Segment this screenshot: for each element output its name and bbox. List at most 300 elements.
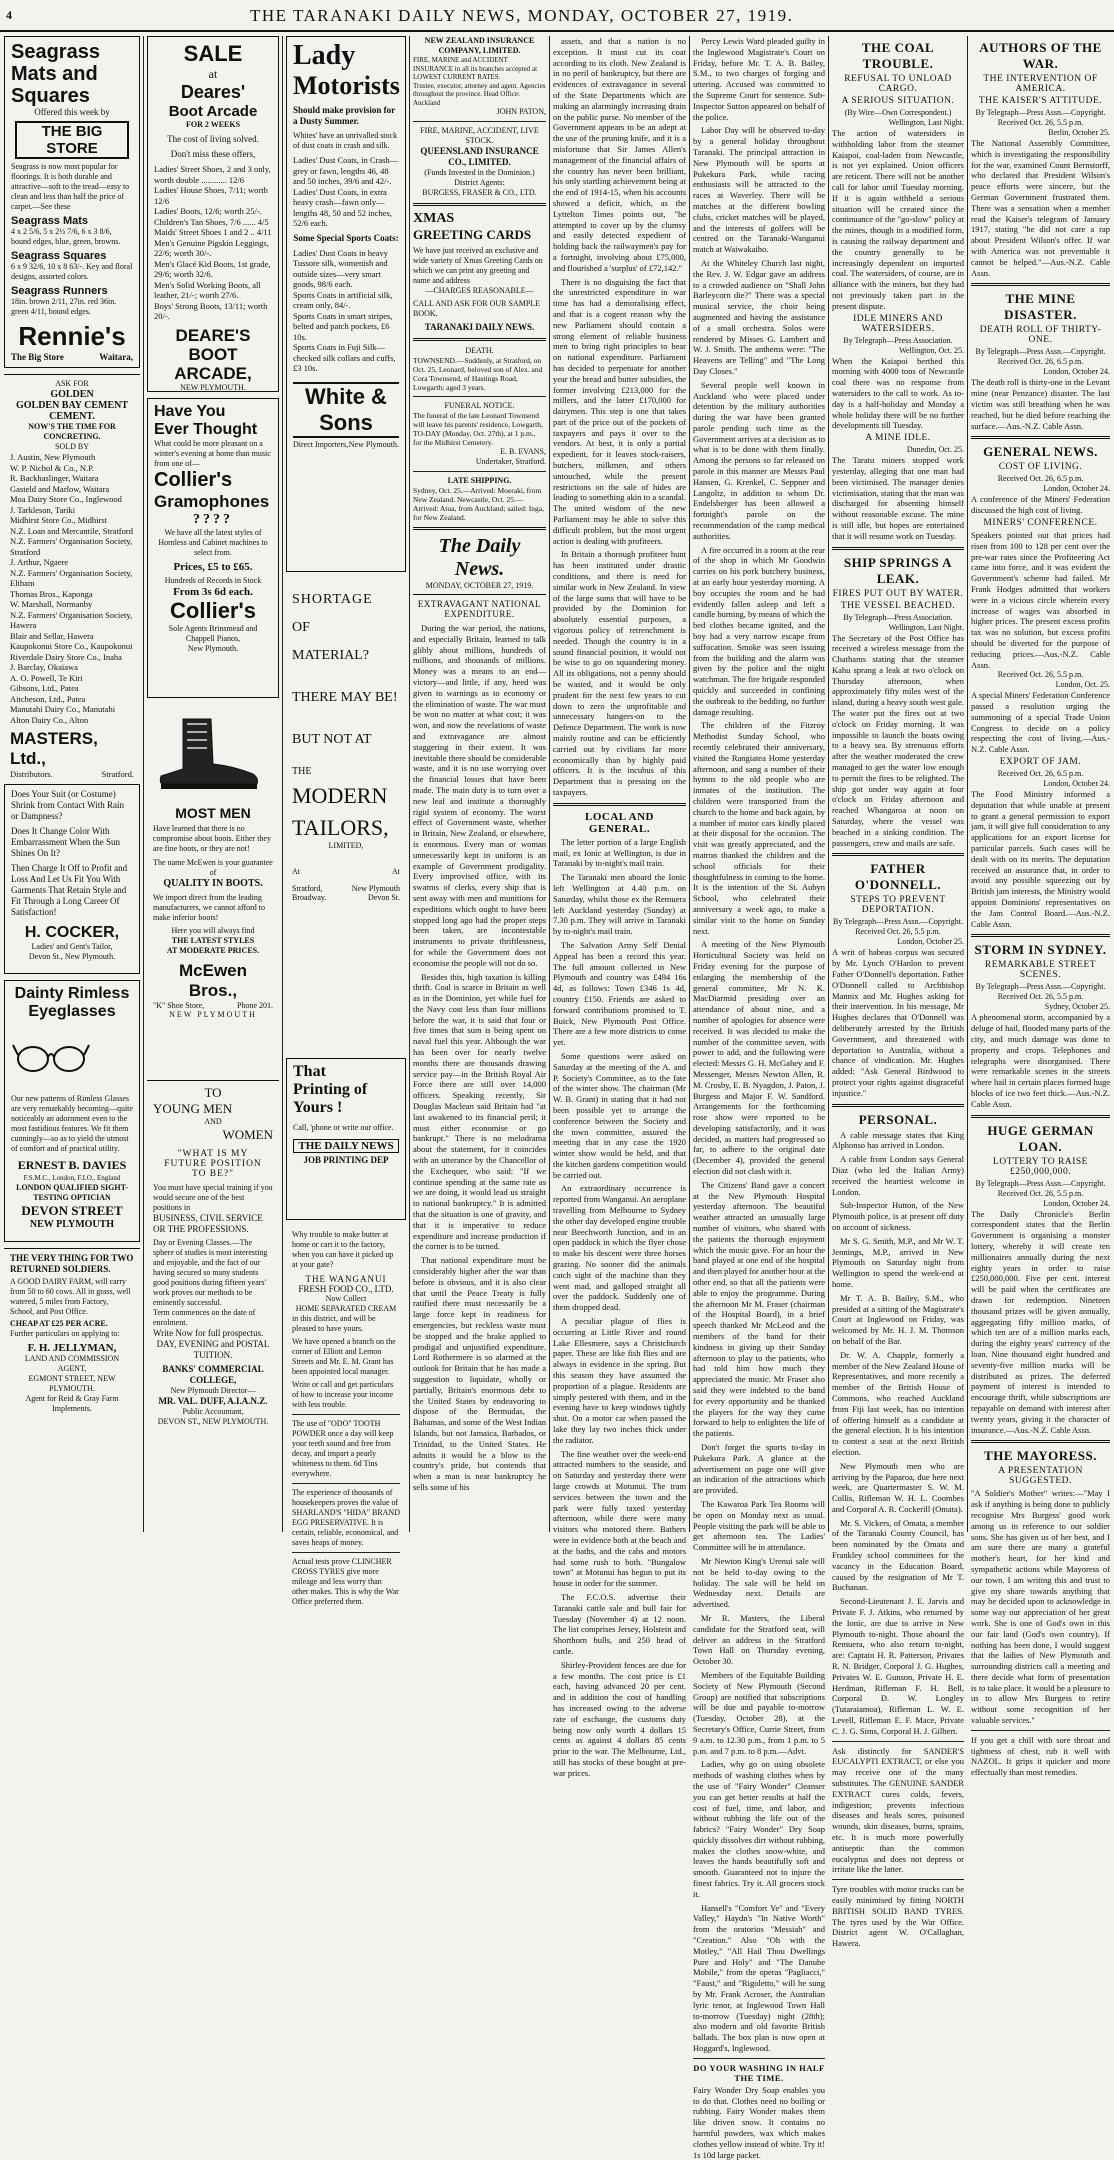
colliers-agents: Sole Agents Brinsmead and Chappell Pianos, [168, 624, 258, 643]
leader-article [413, 623, 546, 1493]
banks-text-2: BUSINESS, CIVIL SERVICE OR THE PROFESSIONS. [153, 1213, 263, 1234]
xmas-heading: XMAS [413, 211, 455, 226]
cement-agent: J. Barclay, Okaiawa [10, 662, 78, 672]
idle-heading: IDLE MINERS AND WATERSIDERS. [853, 313, 943, 334]
general-received-2: Received Oct. 26, 5.5 p.m. [997, 670, 1084, 680]
cement-agent: Gasteld and Marlow, Waitara [10, 483, 110, 494]
nz-insurance-title: NEW ZEALAND INSURANCE COMPANY, LIMITED. [424, 36, 535, 55]
tailors-line-3: MATERIAL? [292, 648, 369, 663]
cement-ad [4, 374, 140, 778]
wanganui-text-5: We have opened a branch on the corner of Elliott and Lemon Streets and Mr. E. M. Grant has been appointed local manager. [292, 1337, 396, 1376]
local-general-continued [693, 36, 825, 2054]
column-3 [286, 36, 406, 1606]
cement-title-1: GOLDEN [50, 389, 94, 400]
tailors-at-1: At [292, 867, 300, 876]
wash-text: Fairy Wonder Dry Soap enables you to do that. Clothes need no boiling or rubbing. Fairy Wonder makes them like driven snow. It contains no harmful powders, wax which makes clothes yellow instead of white. Try it! 1s 10d large packet. [693, 2084, 825, 2160]
local-paragraph: Mr R. Masters, the Liberal candidate for the Stratford seat, will deliver an address in the Stratford Town Hall on Thursday evening, October 30. [693, 1612, 825, 1667]
local-paragraph: An extraordinary occurrence is reported from Wanganui. An aeroplane travelling from Melbourne to Sydney the other day developed engine trouble near Beechworth Junction, and in an open paddock in which the flyer chose to make his descent were three horses grazing. No sooner did the animals catch sight of the machine than they went mad, and galloped straight all over the paddock. Suddenly one of them dropped dead. [553, 1183, 686, 1313]
cement-agent: N.Z. Farmers' Organisation Society, Eltham [10, 567, 133, 588]
storm-text: A phenomenal storm, accompanied by a deluge of hail, flooded many parts of the city, and much damage was done to property and crops. Telephones and telegraphs were disorganised. There were remarkable scenes in the streets where hail in certain places formed huge blocks of ice two feet thick.—Aus.-N.Z. Cable Assn. [971, 1012, 1110, 1109]
banks-quote-1: "WHAT IS MY [177, 1149, 249, 1159]
rennie-heading-3: Squares [11, 85, 90, 107]
local-paragraph: The fine weather over the week-end attracted numbers to the seaside, and on Saturday and yesterday there were large crowds at Motunui. The tram services between the town and the park were fully taxed yesterday afternoon, while there were many visitors who motored there. Bathers were in evidence both at the beach and at the baths, and the cabs and motors had some rush to both. "Bungalow town" at Motunui has begun to put its house in order for the summer. [553, 1448, 686, 1589]
deares-item: Ladies' House Shoes, 7/11; worth 12/6 [154, 185, 268, 206]
tailors-place-2: New Plymouth [351, 884, 400, 893]
white-heading-2: Motorists [293, 71, 400, 100]
masthead [0, 0, 1114, 32]
tailors-line-1: SHORTAGE [292, 592, 373, 607]
column-5 [553, 36, 686, 1778]
white-item: Ladies' Dust Coats, in extra heavy crash—fawn only—lengths 48, 50 and 52 inches, 52/6 each. [293, 186, 392, 228]
deares-item: Boys' Strong Boots, 13/11; worth 20/-. [154, 300, 268, 321]
nz-insurance-agent: JOHN PATON, [496, 107, 546, 116]
odo-ad: The use of "ODO" TOOTH POWDER once a day will keep your teeth sound and free from decay, and impart a pearly whiteness to them. 6d Tins everywhere. [292, 1419, 394, 1478]
white-name: White & Sons [293, 382, 399, 438]
davies-city: NEW PLYMOUTH [29, 1219, 115, 1230]
banks-and: AND [204, 1117, 222, 1126]
cocker-line-3: Then Charge It Off to Profit and Loss And Let Us Fit You With Garments That Retain Style and Fit Through a Long Career Of Satisfaction! [11, 863, 128, 917]
tailors-line-7: MODERN [292, 783, 388, 808]
coal-text: The action of watersiders in withholding labor from the steamer Kaiapoi, coal-laden from Newcastle, is not yet explained. Union officers are reticent. There will not be another call for labor until Tuesday morning. If it is again withheld a serious situation will be created since the continuance of the "go-slow" policy at the mines, though in a modified form, is causing the railway department and the country generally to be increasingly dependent on imported coal. The watersiders, of course, are in alliance with the miners, but they had not previously taken part in the present dispute. [832, 128, 964, 311]
cement-agent: Aitcheson, Ltd., Patea [10, 693, 86, 704]
local-paragraph: Hansell's "Comfort Ye" and "Every Valley," Haydn's "In Native Worth" from the oratorios "Messiah" and "Creation." Also "Oh with the Motley," "All Hail Thou Dwellings Pure and Holy" and "The Danube Mobile," from the operas "Pagliacci," "Faust," and "Rigoletto," will be sung by Mr. Frank Acroser, the Australian lyric tenor, at Inglewood Town Hall to-morrow (Tuesday) night (28th); also modern and old favorite British ballads. The box plan is now open at Hoggard's, Inglewood. [693, 1902, 825, 2054]
cement-agent: Riverdale Dairy Store Co., Inaha [10, 651, 122, 662]
jellyman-further: Further particulars on applying to: [10, 1329, 120, 1338]
local-paragraph: Mr Newton King's Urenui sale will not be held to-day owing to the holiday. The sale will be held on Wednesday next. Details are advertised. [693, 1555, 825, 1610]
loan-dateline: London, October 24. [1043, 1198, 1110, 1208]
personal-paragraph: A cable message states that King Alphonso has arrived in London. [832, 1129, 964, 1151]
printing-heading-2: Printing of [293, 1081, 368, 1098]
ship-sub-1: FIRES PUT OUT BY WATER. [832, 588, 964, 599]
tailors-place-1: Stratford, [292, 884, 323, 893]
coal-sub-1: REFUSAL TO UNLOAD CARGO. [844, 74, 952, 94]
rennie-heading-2: Mats and [11, 63, 98, 85]
odonnell-sub: STEPS TO PREVENT DEPORTATION. [850, 895, 946, 916]
cement-ask: ASK FOR [55, 379, 89, 388]
column-rule [143, 36, 144, 1532]
deares-footer-2: BOOT [188, 344, 238, 364]
deares-city: NEW PLYMOUTH. [180, 382, 246, 392]
mine-disaster-text: The death roll is thirty-one in the Levant mine (near Penzance) disaster. The last victim was still breathing when he was reached, but he died before reaching the surface.—Aus.-N.Z. Cable Assn. [971, 377, 1110, 431]
banks-women: WOMEN [222, 1127, 273, 1142]
column-6 [693, 36, 825, 2160]
deares-cost: The cost of living solved. [167, 134, 259, 144]
deares-item: Men's Solid Working Boots, all leather, 21/-; worth 27/6. [154, 279, 261, 300]
rennie-item-2-text: 6 x 9 32/6, 10 x 8 63/-. Key and floral designs, assorted colors. [11, 262, 133, 281]
personal-paragraph: New Plymouth men who are arriving by the Paparoa, due here next week, are Quartermaster S. W. M. Collis, Rifleman W. H. L. Coombes and Corporal A. R. Cockerill (Omata). [832, 1460, 964, 1514]
personal-paragraph: Second-Lieutenant J. E. Jarvis and Private F. J. Atkins, who returned by the Ionic, are due to arrive in New Plymouth to-night. Those aboard the Remuera, who also return to-night, are: Captain H. R. Patterson, Privates R. N. Bridger, Corporal J. G. Hughes, Privates W. E. Gunson, Private H. E. Herdman, Rifleman F. H. Bell, Corporal D. W. Longley (Tutaraiamoa), Rifleman L. W. E. Levell, Rifleman E. F. Mace, Private C. J. G. Sims, Corporal H. J. Gilbert. [832, 1596, 964, 1736]
cement-agent: W. Marshall, Normanby [10, 599, 93, 609]
banks-college: BANKS' COMMERCIAL COLLEGE, [162, 1364, 264, 1385]
general-dateline-2: London, Oct. 25. [1055, 680, 1110, 690]
rennie-item-2-title: Seagrass Squares [11, 250, 107, 262]
printing-heading-3: Yours ! [293, 1099, 343, 1116]
masters-place: Stratford. [101, 769, 134, 779]
colliers-text-1: What could be more pleasant on a winter's evening at home than music from one of— [154, 439, 271, 468]
jam-heading: EXPORT OF JAM. [999, 757, 1082, 768]
rennie-intro: Seagrass is now most popular for floorings. It is both durable and attractive—soft to the tread—easy to clean and less than half the price of carpet.—See these [11, 162, 130, 211]
colliers-heading-2: Ever Thought [154, 421, 258, 438]
white-special-item: Sports Coats in Fuji Silk—checked silk collars and cuffs, £3 10s. [293, 342, 396, 373]
deares-name: Deares' [180, 82, 246, 102]
printing-ad [286, 1058, 406, 1220]
cement-agent: J. Arthur, Ngaere [10, 557, 69, 567]
mcewen-text-5: THE LATEST STYLES [171, 936, 255, 945]
cement-agent: N.Z. Farmers' Organisation Society, Hawera [10, 609, 133, 630]
cocker-line-1: Does Your Suit (or Costume) Shrink from Contact With Rain or Dampness? [11, 789, 124, 821]
rennie-ad [4, 36, 140, 368]
white-ad [286, 36, 406, 572]
rennie-item-3-text: 18in. brown 2/11, 27in. red 36in. green 4/11, bound edges. [11, 297, 117, 316]
tailors-limited: LIMITED, [328, 841, 364, 850]
authors-byline: By Telegraph—Press Assn.—Copyright. [975, 108, 1106, 117]
column-rule [549, 36, 550, 1532]
storm-byline: By Telegraph—Press Assn.—Copyright. [975, 982, 1106, 992]
general-dateline: London, October 24. [1043, 484, 1110, 494]
colliers-ad [147, 398, 279, 698]
banks-quote-3: TO BE?" [191, 1169, 235, 1179]
local-paragraph: A meeting of the New Plymouth Horticultural Society was held on Friday evening for the purpose of enlarging the membership of the general committee, Mr N. K. MacDiarmid presiding over an attendance of about nine, and a number of apologies for absence were received. It was decided to make the number of the committee seven, with power to add, and the following were elected: Messrs G. H. McGahey and F. Messenger, Messrs Newton Allen, R. M. Crosby, E. B. Nyagdon, J. Paton, J. Burgess and Major F. W. Sandford. Arrangements for the forthcoming rose show were reported to be developing satisfactorily, and it was decided, as matters had progressed so far, to adhere to the original date (December 4), provided the general election did not clash with it. [693, 939, 825, 1177]
deares-item-list [154, 164, 272, 322]
column-rule [282, 36, 283, 1532]
tailors-street-2: Devon St. [368, 893, 400, 902]
queensland-agents-label: District Agents: [454, 178, 505, 187]
masthead-title: THE TARANAKI DAILY NEWS, MONDAY, OCTOBER 27, 1919. [250, 6, 794, 25]
cocker-name: H. COCKER, [24, 924, 120, 941]
cocker-ad [4, 784, 140, 974]
local-paragraph: Several people well known in Auckland who were placed under detention by the military authorities during the war have been granted parole pending such time as the Government arrives at a decision as to what is to be done with them finally. Among the persons so far released on parole in this manner are Messrs Paul Hansen, G. Krenkel, C. Seppner and Langoltz, in addition to whom Dr. Endelsberger has been allowed a fortnight's parole on the recommendation of the camp medical authorities. [693, 379, 825, 541]
cement-agent-list [10, 452, 134, 725]
nazol-ad: If you get a chill with sore throat and tightness of chest, rub it well with NAZOL. It grips it quicker and more effectually than most remedies. [971, 1734, 1110, 1778]
banks-text-4: Term commences on the date of enrolment. [153, 1308, 256, 1327]
boot-illustration [153, 714, 263, 794]
tailors-line-4: THERE MAY BE! [292, 690, 398, 705]
personal-paragraph: A cable from London says General Diaz (who led the Italian Army) received the heartiest welcome in London. [832, 1154, 964, 1197]
printing-text: Call, 'phone or write our office. [293, 1123, 394, 1132]
jellyman-name: F. H. JELLYMAN, [27, 1342, 117, 1354]
local-paragraph: The F.C.O.S. advertise their Taranaki cattle sale and bull fair for Tuesday (November 4) at 12 noon. The list comprises Jersey, Holstein and Shorthorn bulls, and 250 head of cattle. [553, 1591, 686, 1656]
mayoress-sub: A PRESENTATION SUGGESTED. [998, 1466, 1083, 1487]
colliers-text-2: We have all the latest styles of Hornless and Cabinet machines to select from. [158, 528, 268, 557]
ship-text: The Secretary of the Post Office has received a wireless message from the Chathams stating that the steamer Kahu sprang a leak at two o'clock on Thursday afternoon, when approximately fifty miles west of the island, during a heavy south west gale. The water put the fires out at two o'clock on Friday morning. It was impossible to launch the boats owing to a heavy sea. By strenuous efforts after the weather moderated the crew managed to get the water low enough to permit the fires to be relighted. The ship got under way again at four o'clock on Friday afternoon and reached Whangaroa at noon on Saturday, where the vessel was beached in a sinking condition. The passengers, crew and mails are safe. [832, 632, 964, 848]
odonnell-received: Received Oct. 26, 5.5 p.m. [855, 927, 941, 937]
local-paragraph: Some questions were asked on Saturday at the meeting of the A. and P. Society's Committee, as to the fate of the winter show. The chairman (Mr W. B. Grant) in stating that it had not been possible yet to arrange the conference between the Society and the town committee, assured the meeting that in any case the 1920 winter show would be held, and that the kitchen gardens competition would be carried out. [553, 1050, 686, 1180]
mine-idle-text: The Taratu miners stopped work yesterday, alleging that one man had been victimised. The manager denies victimisation, stating that the man was discharged for absenting himself without reasonable excuse. The mine is still idle, but hopes are entertained that it will resume work on Tuesday. [832, 455, 964, 541]
local-paragraph: At the Whiteley Church last night, the Rev. J. W. Edgar gave an address to a crowded audience on "Shall John Barleycorn die?" There was a special musical service, the choir being augmented and having the assistance of a small orchestra. Solos were rendered by Misses G. Lambert and W. J. Smith. The anthems were: "The Heavens are Telling" and "The Long Day Closes." [693, 257, 825, 376]
leader-paragraph: That national expenditure must be considerably higher after the war than before is obvious, and it is also clear that until the Peace Treaty is fully ratified there must necessarily be a large force kept in readiness for emergencies, but reckless waste must be stopped and the brake applied to prodigal and unjustified expenditure. Lord Rothermere is so alarmed at the outlook for Britain that he has made a suggestion to liquidate, wholly or partially, Britain's enormous debt to the United States by endeavoring to dispose of the Bermudas, the Bahamas, and some of the West Indian Islands, but not Jamaica, Barbados, or Trinidad, to the United States. He admits it would be a blow to the country's pride, but contends that when a man is near bankruptcy he sells some of his [413, 1255, 546, 1492]
cement-sold: SOLD BY [54, 442, 89, 451]
deares-boot-arcade: Boot Arcade [168, 103, 258, 120]
mcewen-city: NEW PLYMOUTH [169, 1010, 257, 1019]
odonnell-heading: FATHER O'DONNELL. [854, 861, 942, 893]
white-city: New Plymouth. [348, 439, 399, 449]
funeral-signature-2: Undertaker, Stratford. [475, 457, 546, 466]
masters-name: MASTERS, Ltd., [10, 729, 98, 768]
wanganui-text-3: HOME SEPARATED CREAM [295, 1304, 397, 1313]
queensland-lines: FIRE, MARINE, ACCIDENT, LIVE STOCK. [420, 126, 539, 145]
rennie-offered: Offered this week by [34, 107, 110, 117]
mayoress-heading: THE MAYORESS. [984, 1448, 1097, 1464]
personal-heading: PERSONAL. [858, 1111, 938, 1127]
cement-agent: Manutahi Dairy Co., Manutahi [10, 704, 116, 714]
white-special-item: Sports Coats in smart stripes, belted and patch pockets, £6 10s. [293, 310, 393, 342]
deares-weeks: FOR 2 WEEKS [185, 120, 241, 129]
idle-dateline: Wellington, Oct. 25. [899, 345, 964, 355]
leader-paragraph: assets, and that a nation is no exception. It must cut its coat according to its cloth. New Zealand is in no peril of bankruptcy, but there are evidences of extravagance in several of the State Departments which are making an alarmingly increasing drain on the public purse. No member of the Government appears to be an adept at the use of the pruning knife, and it is a misfortune that Sir James Allen's management of the financial affairs of the country has never been brilliant, his only startling achievement being at the end of 1914-15, when his accounts showed a deficit, which, as the Lyttelton Times points out, "he attempted to cover up by the clumsy and easily detected expedient of holding back the railwaymen's pay for a fortnight, involving about £75,000, and flourished a 'surplus' of £72,142." [553, 36, 686, 273]
storm-sub: REMARKABLE STREET SCENES. [984, 960, 1097, 981]
authors-heading: AUTHORS OF THE WAR. [979, 40, 1102, 71]
rennie-footer-store: The Big Store [11, 352, 64, 362]
xmas-charges: —CHARGES REASONABLE— [425, 286, 534, 295]
local-paragraph: The Citizens' Band gave a concert at the New Plymouth Hospital yesterday afternoon. The beautiful weather attracted an unusually large number of visitors, who shared with the patients the thorough enjoyment which the music gave. For an hour the band played at one end of the hospital and then played for another hour at the other end, so that all the patients were able to enjoy the programme. During the afternoon Mr M. Fraser (chairman of the Hospital Board), in a brief speech thanked Mr McLeod and the members of the band for their kindness in giving up their Sunday afternoon to play to the patients, who had told him how much they appreciated the music. Mr Fraser also said they were indebted to the band for every opportunity and he thanked the players for the way they came forward to help to enlighten the life of the patients. [693, 1179, 825, 1439]
mine-idle-dateline: Dunedin, Oct. 25. [906, 445, 964, 455]
loan-received: Received Oct. 26, 5.5 p.m. [997, 1188, 1084, 1198]
sander-ad: Ask distinctly for SANDER'S EUCALYPTI EXTRACT, or else you may receive one of the many substitutes. The GENUINE SANDER EXTRACT cures colds, fevers, indigestion; prevents infectious diseases and heals sores, poisoned wounds, skin diseases, burns, sprains, etc. It is much more powerfully antiseptic than the common eucalyptus and does not depress or irritate like the latter. [832, 1745, 964, 1875]
loan-text: The Daily Chronicle's Berlin correspondent states that the Berlin Government is organising a monster lottery, whereby it will create ten millionaires annually during the next eighty years in order to raise £250,000,000. Five per cent. interest will be paid when the certificates are drawn for redemption. Nineteen thousand prizes will be given annually, aggregating fifty million marks, of which ten are of a million marks each, during the eighty years' currency of the loan. Nine thousand eight hundred and seventy-five million marks will be distributed as prizes. The deferred payment of interest is intended to encourage thrift, while subscriptions are repayable on demand with interest after twenty years, giving it the character of insurance.—Aus.-N.Z. Cable Assn. [971, 1208, 1110, 1435]
loan-byline: By Telegraph—Press Assn.—Copyright. [975, 1178, 1106, 1188]
cement-agent: Midhirst Store Co., Midhirst [10, 515, 108, 525]
nz-insurance-text-2: Trustee, executor, attorney and agent. Agencies throughout the province. Head Office: Auckland [413, 81, 546, 107]
xmas-cards-ad [413, 211, 546, 333]
cement-agent: N.Z. Loan and Mercantile, Stratford [10, 525, 133, 536]
xmas-paper: TARANAKI DAILY NEWS. [424, 322, 535, 332]
death-notice: TOWNSEND.—Suddenly, at Stratford, on Oct. 25, Leonard, beloved son of Alex. and Cora Townsend, of Hastings Road, Lowgarth; aged 3 years. [413, 356, 543, 392]
cement-agent: Thomas Bros., Kaponga [10, 588, 93, 599]
mine-disaster-heading: THE MINE DISASTER. [1004, 291, 1077, 323]
deares-ad [147, 36, 279, 392]
mcewen-text-4: Here you will always find [171, 926, 255, 935]
rennie-item-1-text: 4 x 2 5/6, 5 x 2½ 7/6, 6 x 3 8/6, bound edges, blue, green, browns. [11, 227, 121, 246]
local-paragraph: Shirley-Provident fences are due for a few months. The cost price is £1 each, having advanced 20 per cent. and in addition the cost of handling has increased owing to the adverse rate of exchange, the customs duty being now only worth 4 dollars 15 cents as against 4 dollars 85 cents prior to the war. The Melbourne, Ltd., still has stocks of these bought at pre-war prices. [553, 1659, 686, 1778]
idle-text: When the Kaiapoi berthed this morning with 4000 tons of Newcastle coal there was no response from watersiders to the call to work. As to-day is a half-holiday and Monday a whole holiday there will be no further developments till Tuesday. [832, 355, 964, 431]
local-paragraph: The Salvation Army Self Denial Appeal has been a record this year. The full amount collected in New Plymouth and country was £494 16s 4d, as follows: Town £346 1s 4d, country £150. Friends are asked to forward contributions promised to T. Buick, New Plymouth Post Office. There are a few more districts to come yet. [553, 939, 686, 1048]
wash-heading: DO YOUR WASHING IN HALF THE TIME. [693, 2062, 825, 2083]
nz-insurance-text: FIRE, MARINE and ACCIDENT INSURANCE in all its branches accepted at LOWEST CURRENT RATES. [413, 56, 538, 81]
column-4 [413, 36, 546, 1532]
cement-now: NOW'S THE TIME FOR CONCRETING. [28, 422, 116, 441]
personal-paragraph: Mr T. A. B. Bailey, S.M., who presided at a sitting of the Magistrate's Court at Inglewood on Friday, was welcomed by Mr. H. J. M. Thomson on behalf of the Bar. [832, 1292, 964, 1346]
deares-at: at [208, 67, 218, 81]
authors-dateline: Berlin, October 25. [1048, 128, 1110, 137]
mcewen-name: McEwen Bros., [178, 961, 248, 1000]
mayoress-text: "A Soldier's Mother" writes:—"May I ask if anything is being done to publicly recognise Mrs Burgess' good work among us in reference to our soldier sons. She has given us of her best, and I am sure there are many a grateful mother's heart, for her kind and sympathetic actions while Mayoress of our town. I am writing this and trust to give my share towards anything that may be decided upon to acknowledge in some way our appreciation of her great work. She is one of God's own in this our fair land (God's own country). If nothing has been done, I would suggest that the ladies of New Plymouth and surrounding districts call a meeting and there decide what form of presentation is to take place. It would be a pleasure to us to allow Mrs Burgess to retire without some recognition of her valuable services." [971, 1488, 1110, 1726]
wanganui-ad [286, 1226, 406, 1606]
cement-agent: N.Z. Farmers' Organisation Society, Stratford [10, 536, 133, 557]
general-text-1: A conference of the Miners' Federation discussed the high cost of living. [971, 494, 1110, 516]
banks-to: TO [204, 1085, 222, 1100]
tailors-line-6: THE [292, 766, 312, 777]
queensland-name: QUEENSLAND INSURANCE CO., LIMITED. [420, 146, 539, 167]
cement-agent: A. O. Powell, Te Kiri [10, 672, 83, 683]
jellyman-price: CHEAP AT £25 PER ACRE. [10, 1319, 108, 1328]
idle-byline: By Telegraph—Press Association. [843, 335, 953, 345]
cement-agent: Gibsons, Ltd., Patea [10, 683, 79, 693]
mine-disaster-received: Received Oct. 26, 6.5 p.m. [997, 357, 1084, 367]
printing-dept: JOB PRINTING DEP [303, 1155, 389, 1165]
cement-title-2: GOLDEN BAY CEMENT [15, 400, 129, 411]
coal-heading: THE COAL TROUBLE. [861, 40, 935, 71]
column-rule [967, 36, 968, 1532]
printing-paper: THE DAILY NEWS [293, 1139, 399, 1153]
local-general-article [553, 837, 686, 1779]
jellyman-heading: THE VERY THING FOR TWO RETURNED SOLDIERS. [10, 1253, 134, 1274]
coal-sub-2: A SERIOUS SITUATION. [841, 96, 955, 106]
deares-item: Men's Genuine Pigskin Leggings, 22/6; worth 30/-. [154, 237, 269, 258]
paper-title: The Daily News. [438, 535, 521, 580]
queensland-funds: (Funds Invested in the Dominion.) [424, 168, 535, 177]
banks-text-1: You must have special training if you would secure one of the best positions in [153, 1183, 273, 1212]
mcewen-heading: MOST MEN [175, 805, 251, 821]
loan-heading: HUGE GERMAN LOAN. [987, 1122, 1094, 1154]
ship-byline: By Telegraph—Press Association. [843, 612, 953, 622]
eyeglasses-illustration [11, 1025, 91, 1085]
mcewen-quality: QUALITY IN BOOTS. [163, 878, 263, 889]
personal-paragraph: Sub-Inspector Hutton, of the New Plymouth police, is at present off duty on account of sickness. [832, 1200, 964, 1232]
davies-qual-1: F.S.M.C., London, F.I.O., England [23, 1174, 121, 1182]
white-text-1: Should make provision for a Dusty Summer. [293, 105, 395, 126]
tailors-street-1: Broadway. [292, 893, 327, 902]
banks-director-label: New Plymouth Director— [170, 1386, 256, 1395]
local-paragraph: A fire occurred in a room at the rear of the shop in which Mr Goodwin carries on his pork butchery business, at an early hour yesterday morning. A boy occupies the room and he had evidently fallen asleep and left a candle burning, by means of which the bed clothes became ignited, and the boy had a very narrow escape from suffocation. Smoke was seen issuing from the building and the alarm was given by the police and the night watchman. The fire brigade responded quickly and succeeded in confining the outbreak to the bedding, no further damage resulting. [693, 544, 825, 717]
banks-director: MR. VAL. DUFF, A.I.A.N.Z. [158, 1396, 268, 1406]
funeral-signature: E. B. EVANS, [500, 447, 546, 456]
cost-of-living-heading: COST OF LIVING. [998, 462, 1083, 473]
mine-disaster-dateline: London, October 24. [1043, 367, 1110, 377]
cement-title-3: CEMENT. [49, 411, 95, 422]
cement-agent: J. Austin, New Plymouth [10, 452, 96, 462]
mine-disaster-byline: By Telegraph—Press Assn.—Copyright. [975, 347, 1106, 357]
shipping-text: Sydney, Oct. 25.—Arrived: Moeraki, from New Zealand. Newcastle, Oct. 25.—Arrived: Atua, from Auckland; sailed: Inga, for New Zealand. [413, 486, 545, 522]
storm-heading: STORM IN SYDNEY. [974, 942, 1107, 958]
tailors-line-2: OF [292, 620, 310, 635]
general-received: Received Oct. 26, 6.5 p.m. [997, 474, 1084, 484]
leader-paragraph: There is no disguising the fact that the unrestricted expenditure in war time has had a demoralising effect, and that is a cogent reason why the new Parliament should contain a strong element of reliable business men to bring right principles to bear on national expenditure. Parliament has decided to perpetuate for another year the bread and butter subsidies, the former involving £213,000 for the millers, and the latter £170,000 for dairymen. This step is one that takes part of the price out of the pockets of taxpayers and pays it over to the vendors. At best, it is only a partial expedient, for it leaves stock-raisers, butchers, milkmen, and others untouched, while the present restrictions on the sale of hides are leading to something akin to a scandal. The united wisdom of the new Parliament may be able to solve this difficult problem, but the most urgent action is dealing with profiteers. [553, 276, 686, 546]
deares-item: Children's Tan Shoes, 7/6 ...... 4/5 [154, 216, 269, 227]
authors-sub-2: THE KAISER'S ATTITUDE. [978, 96, 1103, 106]
colliers-heading-1: Have You [154, 403, 226, 420]
local-general-heading: LOCAL AND GENERAL. [585, 810, 654, 835]
mcewen-text-6: AT MODERATE PRICES. [166, 946, 260, 955]
colliers-city: New Plymouth. [187, 644, 239, 653]
storm-dateline: Sydney, October 25. [1044, 1002, 1110, 1012]
davies-ad [4, 980, 140, 1242]
jellyman-line-1: LAND AND COMMISSION AGENT, [24, 1354, 120, 1373]
sharland-ad: The experience of thousands of housekeepers proves the value of SHARLAND'S "HIDA" BRAND EGG PRESERVATIVE. It is certain, reliable, economical, and saves heaps of money. [292, 1488, 400, 1547]
paper-date: MONDAY, OCTOBER 27, 1919. [413, 581, 546, 595]
local-paragraph: The Kawaroa Park Tea Rooms will be open on Monday next as usual. People visiting the park will be able to get afternoon tea. The Ladies' Committee will be in attendance. [693, 1498, 825, 1553]
jellyman-ad [4, 1248, 140, 1418]
leader-article-continued [553, 36, 686, 798]
white-special-item: Ladies' Dust Coats in heavy Tussore silk, womenish and outside sizes—very smart goods, 98/6 each. [293, 247, 389, 289]
local-paragraph: Members of the Equitable Building Society of New Plymouth (Second Group) are notified that subscriptions will be due and payable to-morrow (Tuesday, October 28), at the Secretary's Office, Currie Street, from 9 a.m. to 12.30 p.m., from 1 p.m. to 5 p.m. and 7 p.m. to 8 p.m.—Advt. [693, 1669, 825, 1756]
general-text-3: A special Miners' Federation Conference passed a resolution urging the summoning of a special Trade Union Congress to decide on a policy respecting the cost of living.—Aus.-N.Z. Cable Assn. [971, 690, 1110, 755]
local-paragraph: The children of the Fitzroy Methodist Sunday School, who recently celebrated their anniversary, visited the Rangiatea Home yesterday afternoon, and sang a number of their hymns to the old people who are inmates of the institution. The children were transported from the church to the home and back again, by a number of motor cars kindly placed at their disposal for the occasion. The visit was greatly appreciated, and the matron thanked the children and the school officials for their thoughtfulness in coming to the home. It is the intention of the St. Aubyn School, who celebrated their anniversary a week ago, to make a similar visit to the home on Sunday next. [693, 720, 825, 936]
jam-text: The Food Ministry informed a deputation that while unable at present to grant a general permission to export jam, it will give full consideration to any applications for an export license for particular parcels. Such cases will be dealt with on its merits. The deputation received an assurance that, in order to avoid any possible squeezing out by British jam interests, the Ministry would appoint Dominions' representatives on the Jam Control Board.—Aus.-N.Z. Cable Assn. [971, 789, 1110, 929]
odonnell-dateline: London, October 25. [897, 937, 964, 947]
cement-agent: Kaupokonui Store Co., Kaupokonui [10, 641, 133, 651]
cement-agent: Blair and Sellar, Hawera [10, 630, 94, 641]
storm-received: Received Oct. 26, 5.5 p.m. [997, 992, 1084, 1002]
white-special: Some Special Sports Coats: [293, 232, 399, 243]
cement-agent: W. P. Nichol & Co., N.P. [10, 462, 94, 473]
wanganui-name-1: THE WANGANUI [305, 1274, 387, 1284]
local-paragraph: Labor Day will be observed to-day by a general holiday throughout Taranaki. The principal attraction in New Plymouth will be sports at Pukekura Park, while racing enthusiasts will be attracted to the races at Waverley. There will be matches at the different bowling clubs, cricket matches will be played, and the interests of golfers will be centred on the Taranaki-Wanganui match at Waiwakaiho. [693, 125, 825, 255]
leader-paragraph: In Britain a thorough profiteer hunt has been instituted under drastic conditions, and there is need for similar work in New Zealand. In view of the large sums that will have to be provided by the Dominion for absolutely essential purposes, a vigorous policy of retrenchment is needed. Though the country is in a sound financial position, it would not be wise to go on squandering money. All its obligations, not a penny should be wasted, and it would be only prudent for the next few years to cut down to zero the unprofitable and unnecessary hangers-on to the Defence Department. The work is now mainly routine and can be efficiently carried out by civilians far more economically than by highly paid officers. It is the incubus of this Department that is pressing on the taxpayers. [553, 549, 686, 797]
column-8 [971, 36, 1110, 1778]
leader-heading: EXTRAVAGANT NATIONAL EXPENDITURE. [417, 599, 542, 619]
xmas-text: We have just received an exclusive and wide variety of Xmas Greeting Cards on which we can print any greeting and name and address [413, 246, 543, 285]
local-paragraph: The letter portion of a large English mail, ex Ionic at Wellington, is due in Taranaki by to-night's mail train. [553, 836, 686, 869]
mine-disaster-sub: DEATH ROLL OF THIRTY-ONE. [979, 325, 1102, 346]
mcewen-address: "K" Shoe Store, [153, 1001, 205, 1010]
mcewen-text-2: The name McEwen is your guarantee of [153, 858, 273, 877]
leader-paragraph: During the war period, the nations, and especially Britain, learned to talk glibly about millions, hundreds of millions, and thousands of millions. Money was a means to an end—victory—and little, if any, heed was given to warnings as to economy or the elimination of waste. The war must be won no matter at what cost; it was won, and now the revelations of waste and extravagance are almost staggering in their extent. It was inevitable there should be considerable waste, and it is no use worrying over the financial losses that have been made. The main duty is to turn over a new leaf and institute a thoroughly rigid system of economy. The worst effect of Government waste, whether in Britain, New Zealand, or elsewhere, is enormous. Every man or woman unnecessarily kept in uniform is an example of Government prodigality. Every improvised office, with its swarms of clerks, every ship that is sent away with men and munitions for expeditions which ought to have been stopped long ago had the proper steps been taken, are incontestable instruments to private thriftlessness, for while the Government does not economise the people will not do so. [413, 623, 546, 968]
jellyman-text: A GOOD DAIRY FARM, will carry from 50 to 60 cows. All in grass, well watered, 5 miles from Factory, School, and Post Office. [10, 1277, 131, 1316]
wanganui-text-2: Now Collect [325, 1294, 367, 1303]
deares-item: Ladies' Street Shoes, 2 and 3 only, worth double ............ 12/6 [154, 164, 271, 185]
column-rule [689, 36, 690, 1532]
wanganui-name-2: FRESH FOOD CO., LTD. [298, 1284, 394, 1294]
funeral-heading: FUNERAL NOTICE. [444, 401, 515, 410]
davies-name: ERNEST B. DAVIES [17, 1158, 127, 1172]
colliers-name-1: Collier's [154, 469, 233, 491]
column-7 [832, 36, 964, 1949]
funeral-notice: The funeral of the late Leonard Townsend will leave his parents' residence, Lowgarth, TO-DAY (Monday, Oct. 27th), at 1 p.m., for the Midhirst Cemetery. [413, 411, 543, 447]
wanganui-text-4: in this district, and will be pleased to have yours. [292, 1314, 376, 1333]
loan-sub: LOTTERY TO RAISE £250,000,000. [993, 1156, 1088, 1177]
davies-qual-2: LONDON QUALIFIED SIGHT-TESTING OPTICIAN [16, 1183, 128, 1202]
authors-received: Received Oct. 26, 5.5 p.m. [997, 118, 1084, 127]
davies-street: DEVON STREET [21, 1203, 123, 1218]
jam-received: Received Oct. 26, 6.5 p.m. [997, 769, 1084, 779]
colliers-gramophones: Gramophones [154, 492, 270, 511]
rennie-heading-1: Seagrass [11, 41, 100, 63]
cocker-sub: Ladies' and Gent's Tailor, [31, 942, 113, 951]
personal-paragraph: Dr. W. A. Chapple, formerly a member of the New Zealand House of Representatives, and more recently a member of the British House of Commons, who reached Auckland from Fiji last week, has no intention of offering himself as a candidate at the general election. It is his intention to contest a seat at the next British election. [832, 1349, 964, 1457]
white-text-2: Whites' have an unrivalled stock of dust coats in crash and silk. [293, 131, 398, 150]
wanganui-text-1: Why trouble to make butter at home or cart it to the factory, when you can have it picked up at your gate? [292, 1230, 394, 1269]
davies-text: Our new patterns of Rimless Glasses are very remarkably becoming—quite noticeably an adornment even to the most fastidious features. We fit them cunningly—so as to yield the utmost of comfort and of practical utility. [11, 1094, 133, 1153]
deares-miss: Don't miss these offers, [170, 149, 256, 159]
column-rule [828, 36, 829, 1532]
cement-agent: Moa Dairy Store Co., Inglewood [10, 494, 122, 504]
local-paragraph: The Taranaki men aboard the Ionic left Wellington at 4.40 p.m. on Saturday, whilst those ex the Remuera left Auckland yesterday (Sunday) at 7.30 p.m. They will arrive in Taranaki by to-night's mail train. [553, 872, 686, 937]
tailors-line-8: TAILORS, [292, 815, 389, 840]
ship-heading: SHIP SPRINGS A LEAK. [843, 554, 953, 586]
cement-agent: R. Backhaslinger, Waitara [10, 473, 99, 483]
white-importers: Direct Importers, [293, 439, 349, 449]
colliers-records: Hundreds of Records in Stock [164, 576, 262, 585]
white-item: Ladies' Dust Coats, in Crash—grey or fawn, lengths 46, 48 and 50 inches, 39/6 and 42/-. [293, 155, 399, 186]
cement-agent: Alton Dairy Co., Alton [10, 714, 89, 725]
tyres-ad: Tyre troubles with motor trucks can be easily minimised by fitting NORTH BRITISH SOLID BAND TYRES. The tyres used by the War Office. District agent W. O'Callaghan, Hawera. [832, 1884, 964, 1949]
local-paragraph: Percy Lewis Ward pleaded guilty in the Inglewood Magistrate's Court on Friday, before Mr. T. A. B. Bailey, S.M., to two charges of forging and uttering. Accused was committed to the Supreme Court for sentence. Sub-Inspector Sutton appeared on behalf of the police. [693, 36, 825, 122]
colliers-question: ???? [193, 512, 233, 527]
authors-sub-1: THE INTERVENTION OF AMERICA. [983, 74, 1098, 94]
coal-dateline: Wellington, Last Night. [888, 118, 964, 127]
jam-dateline: London, October 24. [1043, 779, 1110, 789]
mcewen-text-1: Have learned that there is no compromise about boots. Either they are fine boots, or they are not! [153, 824, 271, 853]
shipping-heading: LATE SHIPPING. [447, 476, 512, 485]
banks-quote-2: FUTURE POSITION [164, 1159, 262, 1169]
local-paragraph: Don't forget the sports to-day in Pukekura Park. A glance at the advertisement on page one will give an indication of the attractions which are provided. [693, 1442, 825, 1496]
mcewen-text-3: We import direct from the leading manufacturers, we cannot afford to make inferior boots! [153, 893, 266, 922]
column-2 [147, 36, 279, 1532]
xmas-heading-2: GREETING CARDS [413, 227, 532, 242]
mine-idle-heading: A MINE IDLE. [865, 433, 931, 444]
deares-footer-3: ARCADE, [174, 363, 252, 383]
jellyman-line-2: EGMONT STREET, NEW PLYMOUTH. [28, 1374, 116, 1393]
